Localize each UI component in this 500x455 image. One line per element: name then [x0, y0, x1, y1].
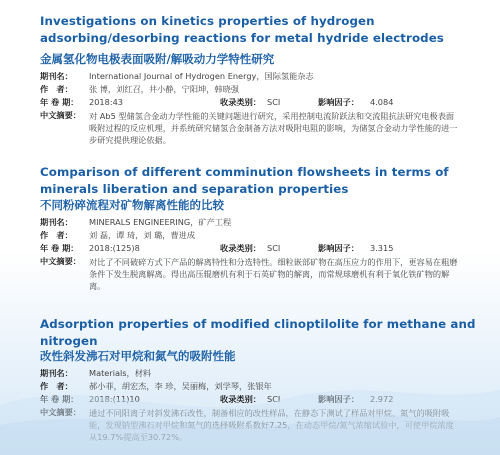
- volume-label: 年 卷 期：: [40, 243, 79, 253]
- article-title-cn: 金属氢化物电极表面吸附/解吸动力学特性研究: [40, 52, 275, 66]
- authors-label: 作 者：: [40, 381, 73, 391]
- authors-label: 作 者：: [40, 230, 73, 240]
- impact-value: 2.972: [370, 394, 394, 404]
- abstract-text: 对比了不同破碎方式下产品的解离特性和分选特性。细粒嵌部矿物在高压应力的作用下，更容易在粗磨条件下发生脱离解离。得出高压辊磨机有利于石英矿物的解离，而常规球磨机有利于氧化铁矿物的解离。: [89, 257, 458, 291]
- impact-value: 4.084: [370, 97, 394, 107]
- volume-value: 2018:(11)10: [89, 394, 140, 404]
- indexed-label: 收录类别：: [220, 243, 261, 253]
- indexed-label: 收录类别：: [220, 394, 261, 404]
- abstract-label: 中文摘要：: [40, 256, 81, 266]
- indexed-value: SCI: [267, 394, 281, 404]
- indexed-value: SCI: [267, 97, 281, 107]
- journal-label: 期刊名：: [40, 71, 73, 81]
- authors-value: 张 博，刘红召，井小静，宁阳坤，韩晓强: [89, 84, 239, 94]
- authors-value: 郝小菲，胡宏杰，李 珍，吴丽梅，刘学琴，张银年: [89, 381, 272, 391]
- journal-label: 期刊名：: [40, 217, 73, 227]
- authors-value: 刘 磊，谭 琦，刘 璐，曹进成: [89, 230, 196, 240]
- indexed-value: SCI: [267, 243, 281, 253]
- journal-label: 期刊名：: [40, 368, 73, 378]
- impact-label: 影响因子：: [318, 394, 359, 404]
- volume-value: 2018:(125)8: [89, 243, 140, 253]
- impact-label: 影响因子：: [318, 243, 359, 253]
- abstract-label: 中文摘要：: [40, 110, 81, 120]
- journal-value: International Journal of Hydrogen Energy，国际氢能杂志: [89, 71, 314, 81]
- article-title-en: Comparison of different comminution flowsheets in terms of minerals liberation and separation properties: [40, 165, 449, 196]
- impact-label: 影响因子：: [318, 97, 359, 107]
- abstract-text: 通过不同阳离子对斜发沸石改性，制备相应的改性样品，在静态下测试了样品对甲烷、氮气的吸附吸能，发现钠型沸石对甲烷和氮气的选择吸附系数好7.25，在动态甲烷/氮气浓缩试验中，可使甲烷浓度从19.7%提高至30.72%。: [89, 408, 454, 442]
- article-title-en: Investigations on kinetics properties of hydrogen adsorbing/desorbing reactions for metal hydride electrodes: [40, 14, 444, 45]
- volume-label: 年 卷 期：: [40, 394, 79, 404]
- journal-value: MINERALS ENGINEERING，矿产工程: [89, 217, 232, 227]
- impact-value: 3.315: [370, 243, 394, 253]
- abstract-label: 中文摘要：: [40, 407, 81, 417]
- volume-label: 年 卷 期：: [40, 97, 79, 107]
- journal-value: Materials，材料: [89, 368, 152, 378]
- volume-value: 2018:43: [89, 97, 124, 107]
- indexed-label: 收录类别：: [220, 97, 261, 107]
- article-title-en: Adsorption properties of modified clinoptilolite for methane and nitrogen: [40, 317, 476, 348]
- abstract-text: 对 Ab5 型储氢合金动力学性能的关键问题进行研究，采用控制电流阶跃法和交流阻抗法研究电极表面吸附过程的反应机理，并系统研究储氢合金制备方法对吸附电阻的影响，为储氢合金动力学性能的进一步研究提供理论依据。: [89, 111, 458, 145]
- authors-label: 作 者：: [40, 84, 73, 94]
- article-title-cn: 不同粉碎流程对矿物解离性能的比较: [40, 198, 224, 212]
- article-title-cn: 改性斜发沸石对甲烷和氮气的吸附性能: [40, 349, 236, 363]
